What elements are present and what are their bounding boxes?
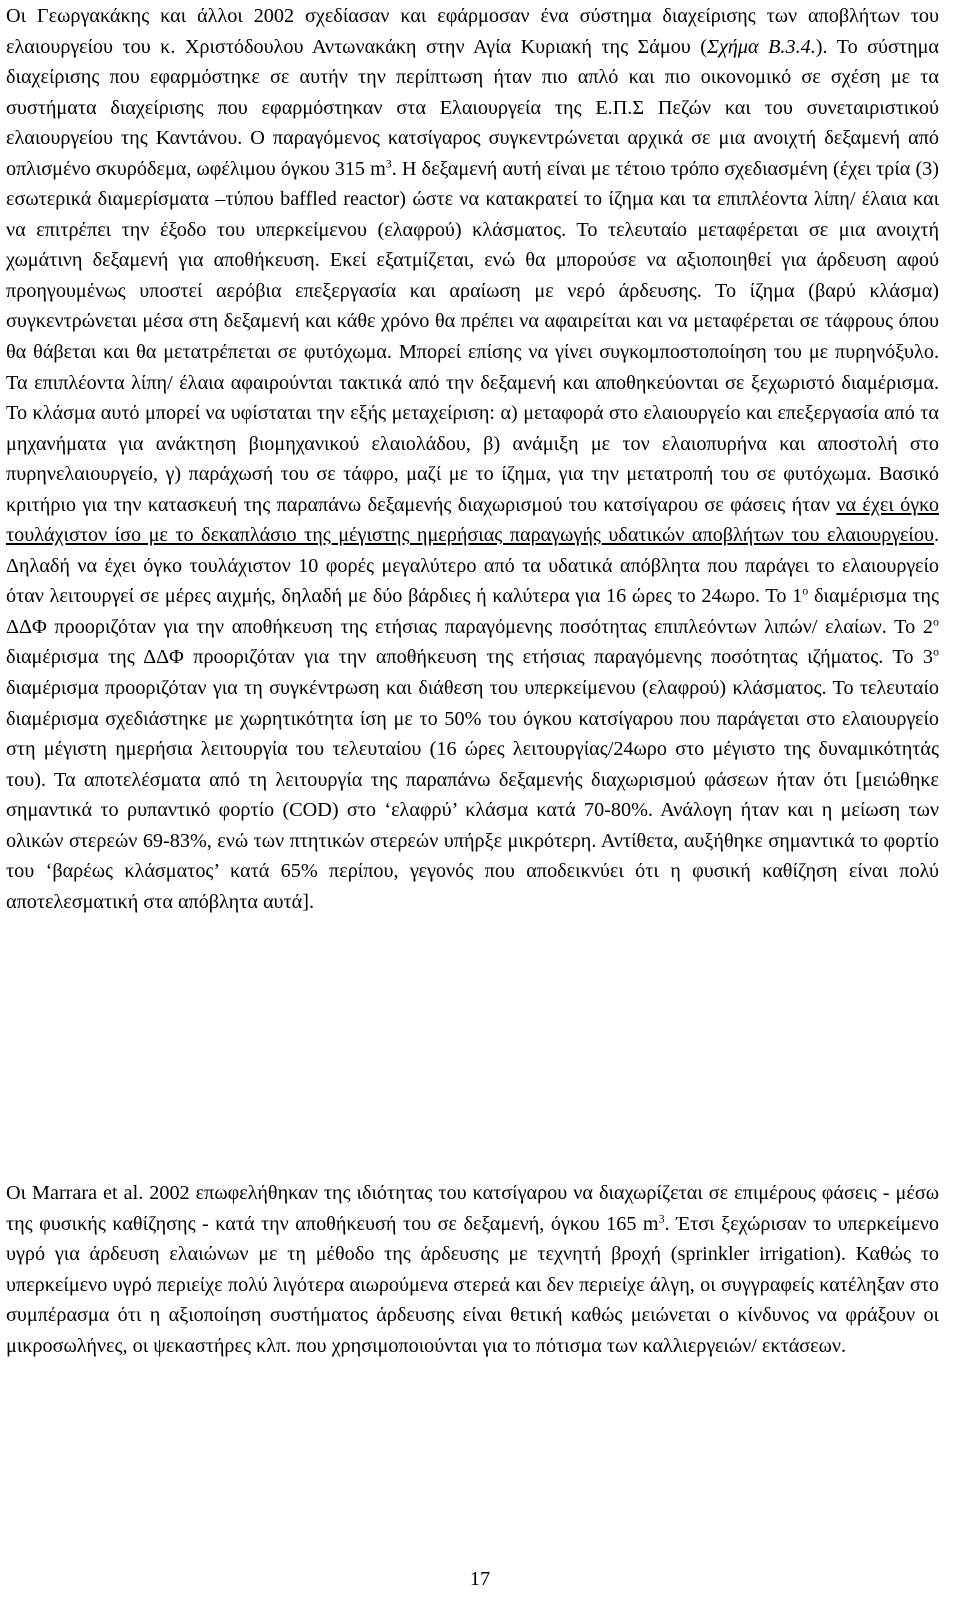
- page-number: 17: [469, 1568, 491, 1590]
- figure-reference: Σχήμα Β.3.4.: [707, 35, 816, 58]
- text-run: διαμέρισμα προοριζόταν για τη συγκέντρωση και διάθεση του υπερκείμενου (ελαφρού) κλάσματος. Το τελευταίο διαμέρισμα σχεδιάστηκε με χωρητικότητα ίση με το 50% του όγκου κατσίγαρου που παράγεται στο ελαιουργείο στη μέγιστη ημερήσια λειτουργία του τελευταίου (16 ώρες λειτουργίας/24ωρο στο μέγιστο της δυναμικότητάς του). Τα αποτελέσματα από τη λειτουργία της παραπάνω δεξαμενής διαχωρισμού φάσεων ήταν ότι [μειώθηκε σημαντικά το ρυπαντικό φορτίο (COD) στο ‘ελαφρύ’ κλάσμα κατά 70-80%. Ανάλογη ήταν και η μείωση των ολικών στερεών 69-83%, ενώ των πτητικών στερεών υπήρξε μικρότερη. Αντίθετα, αυξήθηκε σημαντικά το φορτίο του ‘βαρέως κλάσματος’ κατά 65% περίπου, γεγονός που αποδεικνύει ότι η φυσική καθίζηση είναι πολύ αποτελεσματική στα απόβλητα αυτά].: [6, 677, 939, 913]
- text-run: . Δηλαδή να έχει όγκο τουλάχιστον 10 φορές μεγαλύτερο από τα υδατικά απόβλητα που παράγει το ελαιουργείο όταν λειτουργεί σε μέρες αιχμής, δηλαδή με δύο βάρδιες ή καλύτερα για 16 ώρες το 24ωρο. Το 1: [6, 524, 939, 608]
- text-run: Οι Γεωργακάκης και άλλοι 2002 σχεδίασαν και εφάρμοσαν ένα σύστημα διαχείρισης των αποβλήτων του ελαιουργείου του κ. Χριστόδουλου Αντωνακάκη στην Αγία Κυριακή της Σάμου (: [6, 5, 939, 58]
- text-run: . Έτσι ξεχώρισαν το υπερκείμενο υγρό για άρδευση ελαιώνων με τη μέθοδο της άρδευσης με τεχνητή βροχή (sprinkler irrigation). Καθώς το υπερκείμενο υγρό περιείχε πολύ λιγότερα αιωρούμενα στερεά και δεν περιείχε άλγη, οι συγγραφείς κατέληξαν στο συμπέρασμα ότι η αξιοποίηση συστήματος άρδευσης είναι θετική καθώς μειώνεται ο κίνδυνος να φράξουν οι μικροσωλήνες, οι ψεκαστήρες κλπ. που χρησιμοποιούνται για το πότισμα των καλλιεργειών/ εκτάσεων.: [6, 1212, 939, 1357]
- superscript: ο: [933, 614, 939, 629]
- superscript: ο: [933, 644, 939, 659]
- superscript: 3: [658, 1210, 665, 1225]
- superscript: ο: [802, 583, 809, 598]
- text-run: Οι Marrara et al. 2002 επωφελήθηκαν της ιδιότητας του κατσίγαρου να διαχωρίζεται σε επιμέρους φάσεις - μέσω της φυσικής καθίζησης - κατά την αποθήκευσή του σε δεξαμενή, όγκου 165 m: [6, 1182, 939, 1235]
- underlined-criterion: να έχει όγκο τουλάχιστον ίσο με το δεκαπλάσιο της μέγιστης ημερήσιας παραγωγής υδατικών αποβλήτων του ελαιουργείου: [6, 493, 940, 547]
- text-run: διαμέρισμα της ΔΔΦ προοριζόταν για την αποθήκευση της ετήσιας παραγόμενης ποσότητας επιπλεόντων λιπών/ ελαίων. Το 2: [6, 585, 939, 638]
- text-run: ). Το σύστημα διαχείρισης που εφαρμόστηκε σε αυτήν την περίπτωση ήταν πιο απλό και πιο οικονομικό σε σχέση με τα συστήματα διαχείρισης που εφαρμόστηκαν στα Ελαιουργεία της Ε.Π.Σ Πεζών και του συνεταιριστικού ελαιουργείου της Καντάνου. Ο παραγόμενος κατσίγαρος συγκεντρώνεται αρχικά σε μια ανοιχτή δεξαμενή από οπλισμένο σκυρόδεμα, ωφέλιμου όγκου 315 m: [6, 35, 939, 180]
- text-run: . Η δεξαμενή αυτή είναι με τέτοιο τρόπο σχεδιασμένη (έχει τρία (3) εσωτερικά διαμερίσματα –τύπου baffled reactor) ώστε να κατακρατεί το ίζημα και τα επιπλέοντα λίπη/ έλαια και να επιτρέπει την έξοδο του υπερκείμενου (ελαφρού) κλάσματος. Το τελευταίο μεταφέρεται σε μια ανοιχτή χωμάτινη δεξαμενή για αποθήκευση. Εκεί εξατμίζεται, ενώ θα μπορούσε να αξιοποιηθεί για άρδευση αφού προηγουμένως υποστεί αερόβια επεξεργασία και αραίωση με νερό άρδευσης. Το ίζημα (βαρύ κλάσμα) συγκεντρώνεται μέσα στη δεξαμενή και κάθε χρόνο θα πρέπει να αφαιρείται και να μεταφέρεται σε τάφρους όπου θα θάβεται και θα μετατρέπεται σε φυτόχωμα. Μπορεί επίσης να γίνει συγκομποστοποίηση του με πυρηνόξυλο. Τα επιπλέοντα λίπη/ έλαια αφαιρούνται τακτικά από την δεξαμενή και αποθηκεύονται σε ξεχωριστό διαμέρισμα. Το κλάσμα αυτό μπορεί να υφίσταται την εξής μεταχείριση: α) μεταφορά στο ελαιουργείο και επεξεργασία από τα μηχανήματα για ανάκτηση βιομηχανικού ελαιολάδου, β) ανάμιξη με τον ελαιοπυρήνα και αποστολή στο πυρηνελαιουργείο, γ) παράχωσή του σε τάφρο, μαζί με το ίζημα, για την μετατροπή του σε φυτόχωμα. Βασικό κριτήριο για την κατασκευή της παραπάνω δεξαμενής διαχωρισμού του κατσίγαρου σε φάσεις ήταν: [6, 157, 939, 516]
- text-run: διαμέρισμα της ΔΔΦ προοριζόταν για την αποθήκευση της ετήσιας παραγόμενης ποσότητας ιζήματος. Το 3: [6, 646, 933, 669]
- body-paragraph-2: [6, 1178, 939, 1361]
- body-paragraph-1: [6, 1, 939, 917]
- superscript: 3: [385, 156, 392, 170]
